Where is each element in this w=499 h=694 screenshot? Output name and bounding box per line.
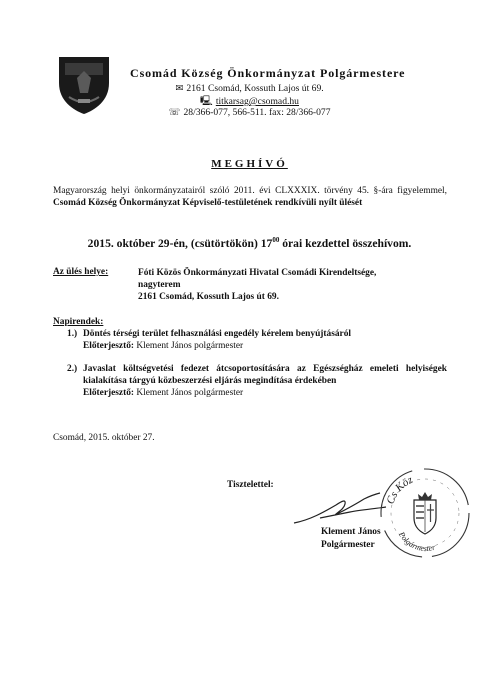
intro-text: Magyarország helyi önkormányzatairól szóló 2011. évi CLXXXIX. törvény 45. §-ára figyelemmel, [53, 186, 447, 196]
agenda-item-presenter: Előterjesztő: Klement János polgármester [83, 340, 244, 351]
place-and-date: Csomád, 2015. október 27. [53, 433, 155, 443]
agenda-item [67, 329, 447, 353]
svg-text:Cs Köz: Cs Köz [384, 473, 415, 506]
phone-text: 28/366-077, 566-511. fax: 28/366-077 [183, 107, 331, 118]
email-link[interactable]: titkarsag@csomad.hu [215, 96, 299, 107]
agenda-item-presenter: Előterjesztő: Klement János polgármester [83, 387, 244, 398]
location-line-3: 2161 Csomád, Kossuth Lajos út 69. [138, 292, 279, 302]
phone-line [0, 107, 499, 118]
agenda-item-number: 2.) [67, 364, 78, 374]
closing-greeting: Tisztelettel: [227, 480, 274, 490]
office-title: Csomád Község Önkormányzat Polgármestere [130, 66, 406, 80]
intro-paragraph [53, 186, 447, 209]
agenda-item-title: Döntés térségi terület felhasználási engedély kérelem benyújtásáról [83, 329, 352, 339]
meeting-date: 2015. október 29-én, (csütörtökön) $17^{00}$ órai kezdettel összehívom. [87, 236, 412, 250]
location-line-2: nagyterem [138, 280, 181, 290]
signatory-name: Klement János [321, 527, 381, 537]
telephone-icon: ☏ [168, 107, 181, 118]
location-text [138, 267, 376, 303]
meeting-time-sup: 00 [272, 236, 280, 244]
svg-text:Polgármester: Polgármester [397, 530, 437, 554]
signatory-title: Polgármester [321, 540, 375, 550]
document-heading: MEGHÍVÓ [211, 158, 288, 170]
computer-icon: 🖳 [200, 96, 213, 107]
address-text: 2161 Csomád, Kossuth Lajos út 69. [186, 83, 324, 94]
agenda-item-number: 1.) [67, 329, 78, 339]
intro-bold-text: Csomád Község Önkormányzat Képviselő-testületének rendkívüli nyílt ülését [53, 197, 363, 208]
agenda-item [67, 364, 447, 399]
agenda-item-title: Javaslat költségvetési fedezet átcsoportosítására az Egészségház emeleti helyiségek kialakítása tárgyú közbeszerzési eljárás megindítása érdekében [83, 364, 447, 386]
address-line [0, 83, 499, 94]
location-line-1: Fóti Közös Önkormányzati Hivatal Csomádi Kirendeltsége, [138, 268, 377, 278]
agenda-label: Napirendek: [53, 317, 104, 327]
envelope-icon: ✉ [175, 83, 184, 94]
location-label: Az ülés helye: [53, 267, 109, 277]
official-stamp [378, 466, 472, 560]
